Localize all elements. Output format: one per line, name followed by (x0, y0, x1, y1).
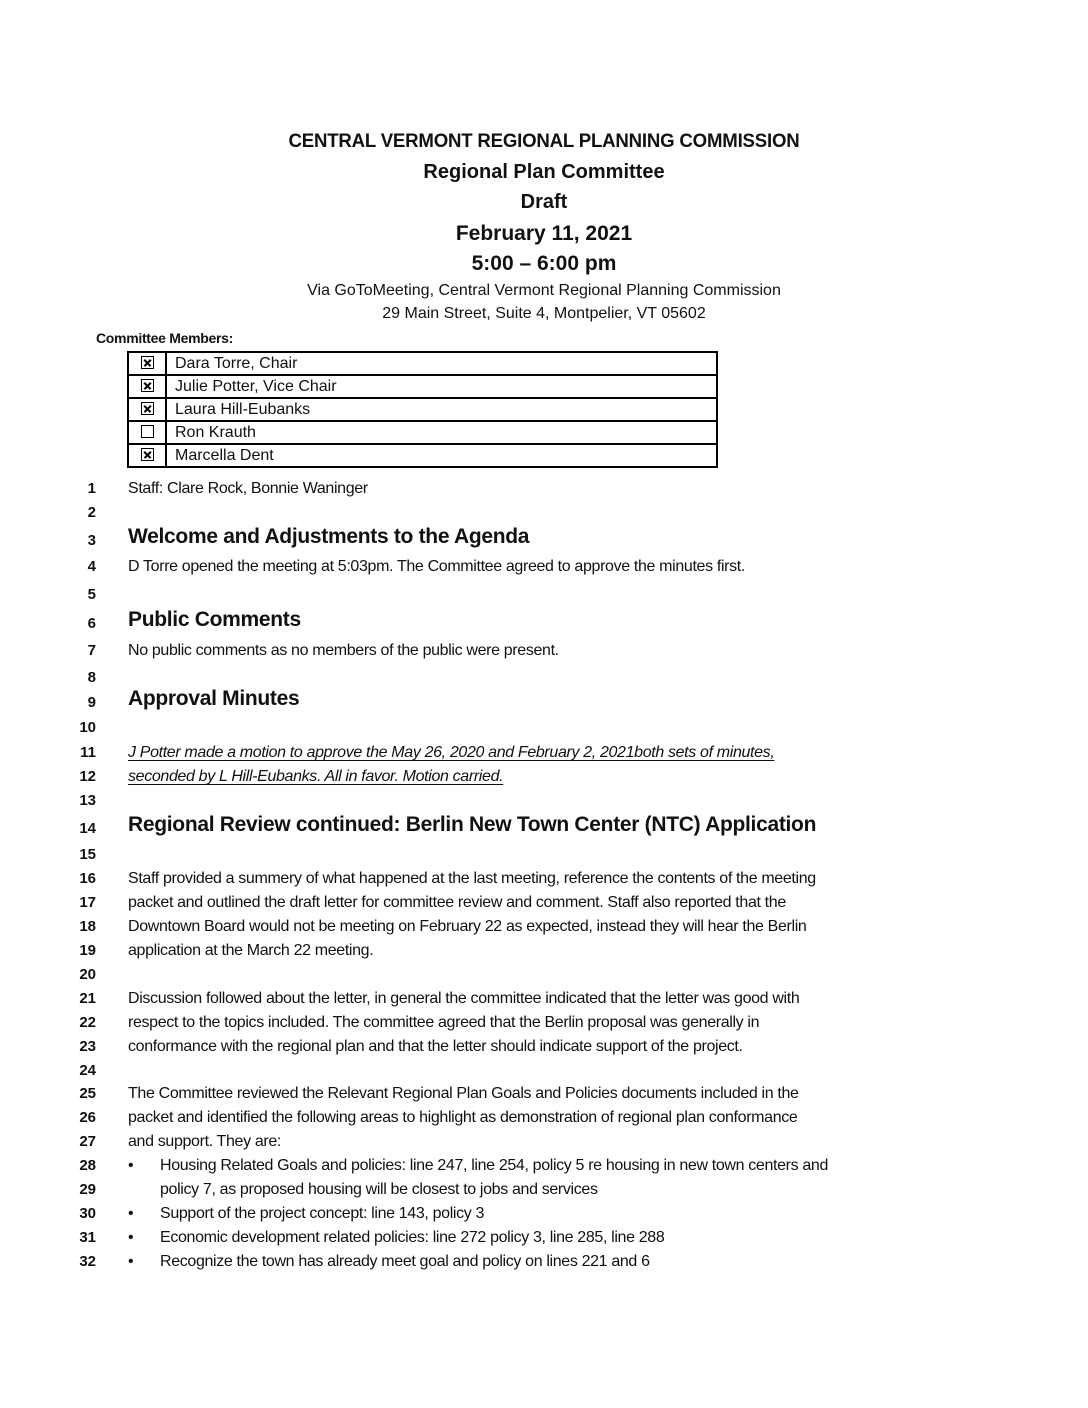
section-heading-regional-review: Regional Review continued: Berlin New Town Center (NTC) Application (128, 813, 817, 836)
committee-members-label: Committee Members: (96, 330, 233, 346)
section-heading-public-comments: Public Comments (128, 608, 301, 631)
bullet-item: Housing Related Goals and policies: line 247, line 254, policy 5 re housing in new town centers and (160, 1157, 829, 1174)
meeting-location-line2: 29 Main Street, Suite 4, Montpelier, VT 05602 (382, 305, 706, 322)
line-28: 28 • Housing Related Goals and policies: line 247, line 254, policy 5 re housing in new town centers and (0, 1154, 1088, 1178)
line-12: 12 seconded by L Hill-Eubanks. All in favor. Motion carried. (0, 765, 1088, 789)
member-row (128, 398, 717, 421)
organization-title: CENTRAL VERMONT REGIONAL PLANNING COMMISSION (288, 131, 800, 152)
member-name: Julie Potter, Vice Chair (166, 375, 717, 398)
line-15: 15 (79, 846, 96, 863)
line-13: 13 (79, 792, 96, 809)
checked-checkbox-icon (141, 448, 154, 461)
line-6: 6 Public Comments (87, 608, 301, 632)
line-26: 26 packet and identified the following areas to highlight as demonstration of regional plan conformance (79, 1109, 798, 1126)
member-row (128, 421, 717, 444)
line-21: 21 Discussion followed about the letter, in general the committee indicated that the letter was good with (79, 990, 800, 1007)
line-5: 5 (87, 586, 96, 603)
draft-label: Draft (520, 191, 568, 213)
line-11: 11 J Potter made a motion to approve the May 26, 2020 and February 2, 2021both sets of minutes, (0, 741, 1088, 765)
line-17: 17 packet and outlined the draft letter for committee review and comment. Staff also reported that the (79, 894, 786, 911)
staff-list: Staff: Clare Rock, Bonnie Waninger (128, 480, 368, 497)
line-24: 24 (79, 1062, 96, 1079)
line-30: 30 • Support of the project concept: line 143, policy 3 (0, 1202, 1088, 1226)
committee-members-table (127, 351, 718, 468)
unchecked-checkbox-icon (141, 425, 154, 438)
bullet-icon: • (128, 1253, 134, 1270)
line-1: 1 Staff: Clare Rock, Bonnie Waninger (0, 477, 1088, 501)
bullet-icon: • (128, 1229, 134, 1246)
line-8: 8 (87, 669, 96, 686)
checked-checkbox-icon (141, 356, 154, 369)
checked-checkbox-icon (141, 402, 154, 415)
line-22: 22 respect to the topics included. The committee agreed that the Berlin proposal was generally in (79, 1014, 760, 1031)
line-23: 23 conformance with the regional plan and that the letter should indicate support of the project. (79, 1038, 743, 1055)
line-20: 20 (79, 966, 96, 983)
member-row (128, 375, 717, 398)
line-18: 18 Downtown Board would not be meeting on February 22 as expected, instead they will hear the Berlin (79, 918, 807, 935)
motion-text: J Potter made a motion to approve the May 26, 2020 and February 2, 2021both sets of minutes, (128, 744, 775, 761)
line-7: 7 No public comments as no members of the public were present. (87, 642, 559, 659)
line-3: 3 Welcome and Adjustments to the Agenda (87, 525, 530, 549)
line-25: 25 The Committee reviewed the Relevant Regional Plan Goals and Policies documents included in the (79, 1085, 799, 1102)
bullet-icon: • (128, 1157, 134, 1174)
line-19: 19 application at the March 22 meeting. (79, 942, 374, 959)
line-4: 4 D Torre opened the meeting at 5:03pm. The Committee agreed to approve the minutes first. (87, 558, 745, 575)
bullet-item: Support of the project concept: line 143, policy 3 (160, 1205, 485, 1222)
member-name: Ron Krauth (166, 421, 717, 444)
member-name: Dara Torre, Chair (166, 352, 717, 375)
motion-text: seconded by L Hill-Eubanks. All in favor. Motion carried. (128, 768, 504, 785)
checked-checkbox-icon (141, 379, 154, 392)
section-heading-approval-minutes: Approval Minutes (128, 687, 300, 710)
line-16: 16 Staff provided a summery of what happened at the last meeting, reference the contents of the meeting (79, 870, 816, 887)
bullet-item: Recognize the town has already meet goal and policy on lines 221 and 6 (160, 1253, 650, 1270)
meeting-location-line1: Via GoToMeeting, Central Vermont Regional Planning Commission (307, 282, 781, 299)
line-9: 9 Approval Minutes (87, 687, 300, 711)
bullet-icon: • (128, 1205, 134, 1222)
committee-title: Regional Plan Committee (423, 161, 665, 183)
member-row (128, 444, 717, 467)
meeting-time: 5:00 – 6:00 pm (471, 252, 617, 275)
member-name: Marcella Dent (166, 444, 717, 467)
line-14: 14 Regional Review continued: Berlin New Town Center (NTC) Application (79, 813, 817, 837)
member-name: Laura Hill-Eubanks (166, 398, 717, 421)
line-2: 2 (87, 504, 96, 521)
line-29: 29 policy 7, as proposed housing will be closest to jobs and services (79, 1181, 598, 1198)
line-32: 32 • Recognize the town has already meet goal and policy on lines 221 and 6 (0, 1250, 1088, 1274)
bullet-item: Economic development related policies: line 272 policy 3, line 285, line 288 (160, 1229, 665, 1246)
member-row (128, 352, 717, 375)
section-heading-welcome: Welcome and Adjustments to the Agenda (128, 525, 530, 548)
line-10: 10 (79, 719, 96, 736)
meeting-date: February 11, 2021 (455, 222, 633, 245)
line-27: 27 and support. They are: (79, 1133, 281, 1150)
line-31: 31 • Economic development related policies: line 272 policy 3, line 285, line 288 (0, 1226, 1088, 1250)
